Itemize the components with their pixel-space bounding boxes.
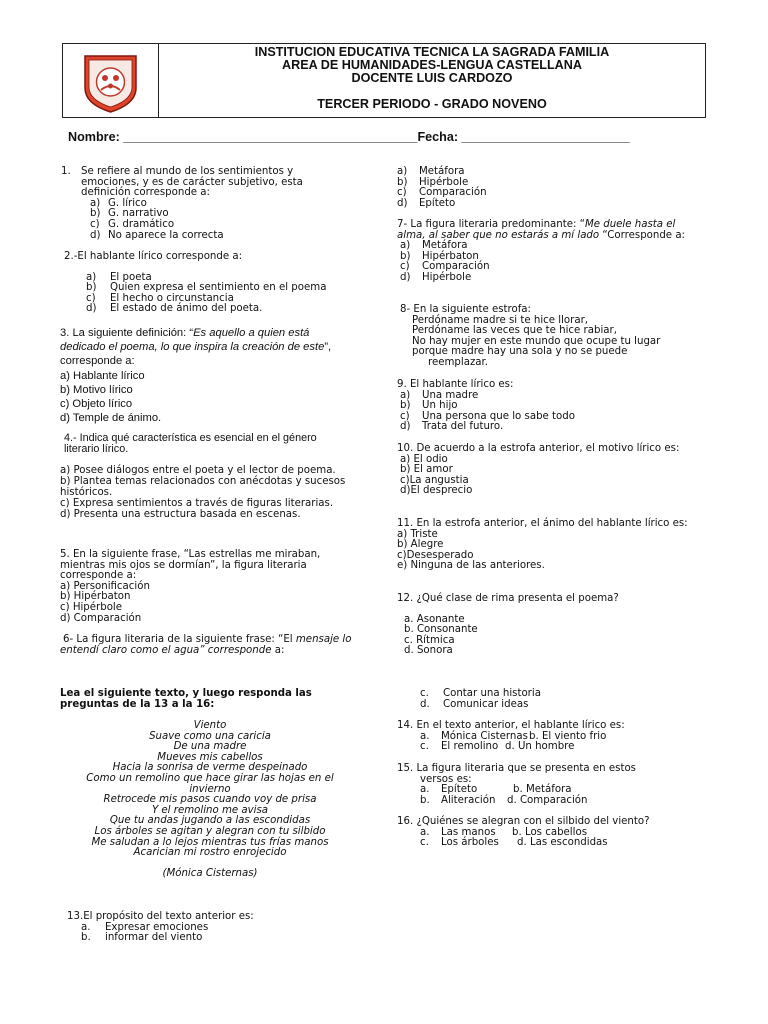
question-9 [397,380,697,433]
option[interactable]: b. Consonante [404,624,478,636]
option-marker: b) [400,250,411,262]
option[interactable] [90,220,351,231]
option-text: b. El viento frio [529,730,607,742]
q1-number: 1. [61,166,71,177]
option-text: informar del viento [105,932,203,944]
q7-phrase: Me duele hasta el alma, al saber que no estarás a mí lado [397,219,676,241]
option-row[interactable] [420,742,697,753]
stanza-line: porque madre hay una sola y no se puede [412,346,628,358]
q5-text: 5. En la siguiente frase, “Las estrellas me miraban, mientras mis ojos se dormían”, la figura literaria corresponde a: [60,549,321,582]
header-line-4: TERCER PERIODO - GRADO NOVENO [317,97,547,111]
option-marker: a) [86,271,97,283]
question-14 [397,721,697,753]
question-4 [60,433,350,520]
option-text: G. dramático [108,218,175,230]
option-text: El poeta [110,271,152,283]
q13-text: 13.El propósito del texto anterior es: [67,911,254,922]
poem-line: Los árboles se agitan y alegran con tu silbido [94,825,326,837]
option-marker: a. [420,730,430,742]
option-marker: c) [400,261,410,273]
option[interactable]: d. Sonora [404,645,453,657]
option-text: El hecho o circunstancia [110,292,234,304]
q7-text-post: “Corresponde a: [599,229,685,241]
q9-options [400,391,697,433]
option-text: Contar una historia [443,688,541,699]
poem-line: Viento [193,720,227,731]
question-2 [64,252,354,315]
q5-options [60,582,350,624]
q12-text: 12. ¿Qué clase de rima presenta el poema? [397,593,619,604]
q11-options [397,530,697,572]
option[interactable]: c)La angustia [400,474,469,486]
question-16 [397,817,697,849]
header-box [62,43,706,118]
q3-text-post: ”, corresponde a: [60,340,332,367]
option-text: Hipérbaton [422,250,479,262]
option[interactable]: c) Hipérbole [60,601,123,613]
option[interactable]: b) Plantea temas relacionados con anécdotas y sucesos históricos. [60,476,346,498]
poem-line: Hacia la sonrisa de verme despeinado [112,762,308,774]
q11-text: 11. En la estrofa anterior, el ánimo del hablante lírico es: [397,518,688,529]
option[interactable]: a) Hablante lírico [60,370,145,383]
question-3 [60,327,350,426]
option-marker: c. [420,688,429,699]
option-text: d. Comparación [507,794,588,806]
poem-line: Mueves mis cabellos [157,751,263,763]
poem-author: (Mónica Cisternas) [162,867,258,879]
option-text: Epíteto [441,784,478,796]
option-text: El remolino [441,741,499,753]
option-text: d. Las escondidas [517,837,608,849]
option-text: No aparece la correcta [108,229,224,241]
question-11 [397,519,697,572]
poem-line: De una madre [173,741,247,753]
option-marker: d) [86,303,97,315]
q7-text-pre: 7- La figura literaria predominante: “ [397,219,585,230]
option-marker: d) [397,197,408,209]
q3-text-pre: 3. La siguiente definición: “ [60,327,194,339]
header-line-2: AREA DE HUMANIDADES-LENGUA CASTELLANA [282,58,582,72]
option-marker: c) [397,187,407,199]
reading-instruction: Lea el siguiente texto, y luego responda las preguntas de la 13 a la 16: [60,688,312,710]
q4-options [60,465,350,520]
q1-options [90,199,351,241]
option-text: G. lírico [108,197,147,209]
poem-line: Retrocede mis pasos cuando voy de prisa [103,794,317,806]
option-text: Un hijo [422,400,458,412]
question-13 [67,912,357,944]
option-text: Trata del futuro. [422,421,504,433]
question-7 [397,220,697,284]
option[interactable] [397,199,707,210]
question-10 [397,444,697,497]
header-line-1: INSTITUCION EDUCATIVA TECNICA LA SAGRADA FAMILIA [254,45,610,59]
q10-options [400,455,697,497]
option-marker: d. [420,698,430,710]
option[interactable] [400,273,697,284]
option-text: Aliteración [441,794,496,806]
option[interactable]: d) Presenta una estructura basada en escenas. [60,509,301,520]
option[interactable]: b) El amor [400,464,453,476]
option[interactable]: d)El desprecio [400,485,473,497]
option-text: b. Los cabellos [512,826,587,838]
option-text: d. Un hombre [505,741,575,753]
option[interactable] [81,933,357,944]
option-text: Expresar emociones [105,921,209,933]
option[interactable]: b) Hipérbaton [60,591,131,603]
poem-line: Y el remolino me avisa [151,804,269,816]
poem-line: Que tu andas jugando a las escondidas [109,815,311,827]
stanza-line: reemplazar. [428,356,489,368]
option-text: Los árboles [441,837,499,849]
option[interactable]: b) Motivo lírico [60,384,133,397]
q1-text: Se refiere al mundo de los sentimientos y emociones, y es de carácter subjetivo, esta definición corresponde a: [81,166,303,199]
option-marker: a) [400,389,411,401]
q3-options [60,370,350,425]
option[interactable]: a) Triste [397,528,438,540]
header-title-block [159,46,705,111]
q8-text: 8- En la siguiente estrofa: [400,304,531,315]
q13-options [81,923,357,944]
question-6 [60,635,356,656]
option[interactable] [397,167,707,178]
option-marker: d) [400,421,411,433]
option-marker: a) [397,166,408,177]
poem-line: invierno [189,783,231,795]
q7-options [400,241,697,283]
option[interactable]: e) Ninguna de las anteriores. [397,560,545,572]
question-1 [61,167,351,241]
q12-options [404,615,697,657]
option[interactable]: d) Temple de ánimo. [60,411,162,424]
option-marker: a. [420,784,430,796]
question-8 [400,305,700,369]
poem [60,721,360,879]
question-12 [397,594,697,657]
q15-text-1: 15. La figura literaria que se presenta en estos [397,763,636,774]
option-text: Comparación [422,261,490,273]
q8-stanza [412,316,700,369]
q15-text-2: versos es: [420,773,472,785]
question-15 [397,764,697,806]
q10-text: 10. De acuerdo a la estrofa anterior, el motivo lírico es: [397,443,680,454]
option[interactable] [400,422,697,433]
poem-line: Me saludan a lo lejos mientras tus frías manos [91,836,329,848]
option-marker: b) [86,282,97,294]
option[interactable]: c) Objeto lírico [60,397,133,410]
option[interactable]: c)Desesperado [397,549,474,561]
q9-text: 9. El hablante lírico es: [397,379,514,390]
option[interactable]: c. Rítmica [404,634,455,646]
option-text: Comparación [419,187,487,199]
stanza-line: Perdóname madre si te hice llorar, [412,314,589,326]
option-text: Comunicar ideas [443,698,529,710]
option[interactable] [86,304,354,315]
option-text: Metáfora [422,240,468,252]
option-marker: c) [86,292,96,304]
poem-line: Como un remolino que hace girar las hojas en el [86,772,334,784]
option[interactable]: a. Asonante [404,613,465,625]
option-text: G. narrativo [108,208,169,220]
q16-text: 16. ¿Quiénes se alegran con el silbido del viento? [397,816,650,827]
option-row[interactable] [420,796,697,807]
school-logo-icon [63,44,158,117]
option[interactable]: c) Expresa sentimientos a través de figuras literarias. [60,498,334,509]
option-marker: d) [90,229,101,241]
option[interactable]: a) Posee diálogos entre el poeta y el lector de poema. [60,465,336,476]
q6-phrase: mensaje lo entendí claro como el agua” corresponde [60,634,352,656]
option-marker: b) [397,176,408,188]
option[interactable] [420,700,700,711]
poem-line: Suave como una caricia [149,730,271,742]
option-text: Una persona que lo sabe todo [422,410,575,422]
option-text: Una madre [422,389,479,401]
header-line-3: DOCENTE LUIS CARDOZO [351,71,513,85]
q13-options-continued [420,689,700,710]
option-marker: a) [400,240,411,252]
option-marker: c) [90,218,100,230]
poem-line: Acarician mi rostro enrojecido [133,847,287,859]
option-marker: b. [420,794,430,806]
option-marker: c. [420,837,429,849]
option-text: El estado de ánimo del poeta. [110,303,263,315]
logo-cell [63,44,159,117]
option-marker: a. [81,921,91,933]
option[interactable]: b) Alegre [397,539,444,551]
option[interactable] [420,689,700,700]
q2-text: 2.-El hablante lírico corresponde a: [64,251,243,262]
option-text: Epíteto [419,197,456,209]
option-text: Las manos [441,826,496,838]
q4-text: 4.- Indica qué característica es esencial en el género literario lírico. [64,432,317,455]
option-text: Mónica Cisternas [441,730,528,742]
q6-text-pre: 6- La figura literaria de la siguiente frase: “El [63,634,296,645]
option-marker: d) [400,271,411,283]
stanza-line: No hay mujer en este mundo que ocupe tu lugar [412,335,661,347]
option-marker: b) [90,208,101,220]
option-marker: b) [400,400,411,412]
q14-text: 14. En el texto anterior, el hablante lírico es: [397,720,625,731]
option-text: Hipérbole [422,271,472,283]
option-row[interactable] [420,838,697,849]
q2-options [86,273,354,315]
q3-definition: Es aquello a quien está dedicado el poema, lo que inspira la creación de este [60,327,325,353]
q6-text-post: a: [271,644,285,656]
option[interactable] [90,231,351,242]
option[interactable]: a) El odio [400,453,448,465]
option[interactable]: d) Comparación [60,612,142,624]
nombre-fecha-line[interactable]: Nombre: __________________________________________Fecha: ________________________ [68,130,630,144]
option-text: b. Metáfora [513,784,572,796]
option-marker: a) [90,197,101,209]
q16-options [420,828,697,849]
q14-options [420,732,697,753]
option-marker: a. [420,826,430,838]
option-text: Quien expresa el sentimiento en el poema [110,282,327,294]
option-text: Hipérbole [419,176,469,188]
q6-options [397,167,707,209]
option-marker: c) [400,410,410,422]
q15-options [420,785,697,806]
stanza-line: Perdóname las veces que te hice rabiar, [412,325,617,337]
question-5 [60,550,350,624]
option-text: Metáfora [419,166,465,177]
option-marker: b. [81,932,91,944]
option[interactable]: a) Personificación [60,580,150,592]
option-marker: c. [420,741,429,753]
